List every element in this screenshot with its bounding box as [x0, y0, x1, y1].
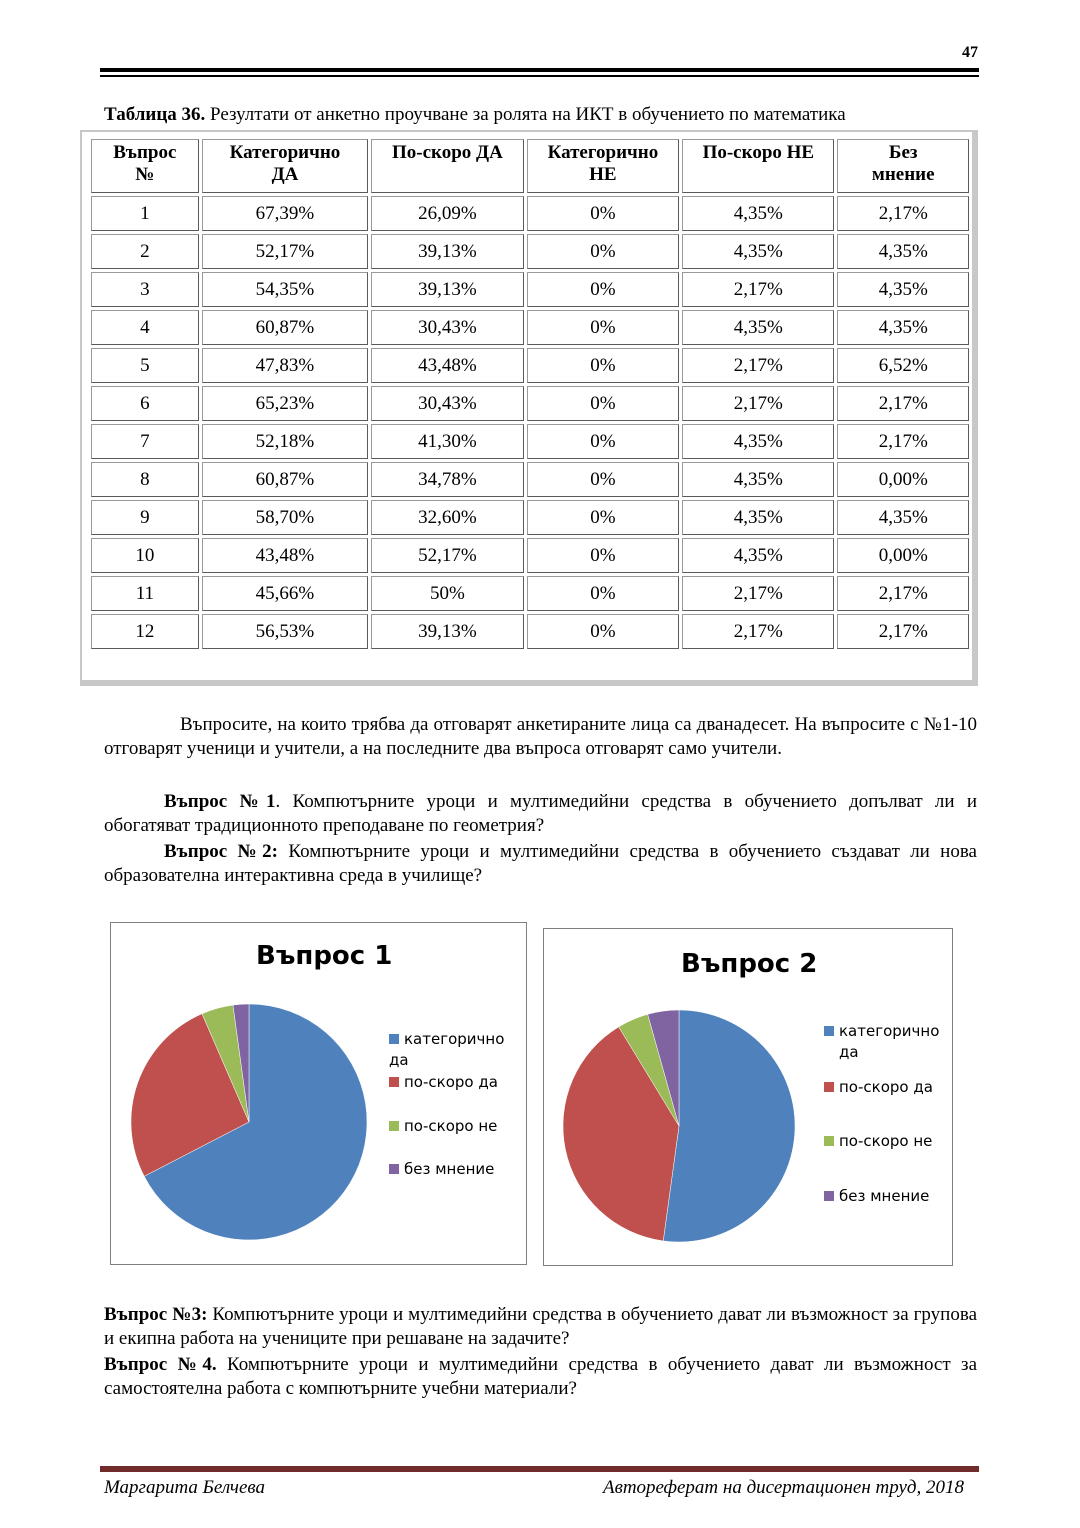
- table-row: [91, 500, 969, 535]
- chart-2-title: Въпрос 2: [681, 949, 818, 979]
- table-cell: 4,35%: [837, 310, 969, 345]
- table-cell: 4,35%: [682, 310, 834, 345]
- table-cell: 0%: [527, 272, 680, 307]
- legend-item: [824, 1186, 929, 1207]
- legend-label: без мнение: [839, 1187, 930, 1205]
- legend-item: [824, 1077, 933, 1098]
- table-cell: 4,35%: [682, 500, 834, 535]
- table-cell: 67,39%: [202, 196, 369, 231]
- header-rule-thin: [100, 75, 979, 77]
- legend-swatch: [824, 1191, 834, 1201]
- table-cell: 2,17%: [837, 196, 969, 231]
- table-cell: 2,17%: [682, 348, 834, 383]
- table-cell: 0%: [527, 196, 680, 231]
- table-cell: 45,66%: [202, 576, 369, 611]
- table-row: [91, 348, 969, 383]
- table-row: [91, 196, 969, 231]
- table-cell: 12: [91, 614, 199, 649]
- table-row: [91, 310, 969, 345]
- header-rule: [100, 68, 979, 72]
- table-cell: 3: [91, 272, 199, 307]
- table-cell: 2,17%: [682, 576, 834, 611]
- table-cell: 0%: [527, 462, 680, 497]
- table-cell: 1: [91, 196, 199, 231]
- question-2-label: Въпрос №2:: [164, 841, 279, 862]
- legend-item: [389, 1159, 494, 1180]
- table-cell: 4,35%: [837, 272, 969, 307]
- table-cell: 2,17%: [682, 272, 834, 307]
- table-cell: 34,78%: [371, 462, 523, 497]
- table-cell: 47,83%: [202, 348, 369, 383]
- table-cell: 41,30%: [371, 424, 523, 459]
- table-cell: 4,35%: [682, 538, 834, 573]
- question-3-paragraph: Въпрос №3: Компютърните уроци и мултимедийни средства в обучението дават ли възможност за групова и екипна работа на учениците при решаване на задачите?: [104, 1304, 978, 1349]
- table-cell: 60,87%: [202, 310, 369, 345]
- table-cell: 52,17%: [202, 234, 369, 269]
- table-row: [91, 424, 969, 459]
- chart-1-svg: [111, 923, 526, 1264]
- footer-author: Маргарита Белчева: [104, 1477, 265, 1498]
- question-2-paragraph: Въпрос №2: Компютърните уроци и мултимедийни средства в обучението създават ли нова образователна интерактивна среда в училище?: [104, 841, 977, 886]
- table-cell: 58,70%: [202, 500, 369, 535]
- table-cell: 0,00%: [837, 538, 969, 573]
- pie-chart-question-2: [543, 928, 953, 1266]
- table-row: [91, 272, 969, 307]
- table-cell: 0%: [527, 348, 680, 383]
- table-cell: 43,48%: [371, 348, 523, 383]
- table-cell: 0%: [527, 614, 680, 649]
- table-cell: 0%: [527, 576, 680, 611]
- footer-rule: [100, 1466, 979, 1472]
- table-caption-text: Резултати от анкетно проучване за ролята на ИКТ в обучението по математика: [205, 104, 846, 125]
- intro-paragraph: Въпросите, на които трябва да отговарят анкетираните лица са дванадесет. На въпросите с №1-10 отговарят ученици и учители, а на последните два въпроса отговарят само учители.: [104, 714, 977, 759]
- legend-label: по-скоро да: [839, 1078, 933, 1096]
- results-table-frame: [80, 130, 978, 686]
- legend-item: [824, 1021, 939, 1063]
- table-cell: 0%: [527, 234, 680, 269]
- table-cell: 6,52%: [837, 348, 969, 383]
- header-definitely-yes: Категорично ДА: [202, 139, 369, 193]
- page-number: 47: [962, 44, 978, 61]
- table-cell: 10: [91, 538, 199, 573]
- table-cell: 4,35%: [682, 424, 834, 459]
- table-cell: 6: [91, 386, 199, 421]
- legend-swatch: [389, 1164, 399, 1174]
- table-cell: 52,17%: [371, 538, 523, 573]
- table-row: [91, 538, 969, 573]
- question-3-label: Въпрос №3:: [104, 1304, 208, 1325]
- header-question: Въпрос №: [91, 139, 199, 193]
- question-4-label: Въпрос №4.: [104, 1354, 217, 1375]
- table-cell: 2,17%: [837, 614, 969, 649]
- table-cell: 0%: [527, 424, 680, 459]
- results-table: [88, 136, 972, 652]
- table-cell: 9: [91, 500, 199, 535]
- table-cell: 65,23%: [202, 386, 369, 421]
- table-cell: 30,43%: [371, 310, 523, 345]
- chart-1-title: Въпрос 1: [256, 941, 393, 971]
- pie-chart-question-1: [110, 922, 527, 1265]
- table-cell: 4: [91, 310, 199, 345]
- table-cell: 32,60%: [371, 500, 523, 535]
- header-definitely-no: Категорично НЕ: [527, 139, 680, 193]
- footer-work-title: Автореферат на дисертационен труд, 2018: [602, 1477, 964, 1498]
- table-row: [91, 386, 969, 421]
- table-cell: 2,17%: [837, 424, 969, 459]
- table-cell: 52,18%: [202, 424, 369, 459]
- table-cell: 39,13%: [371, 614, 523, 649]
- table-cell: 60,87%: [202, 462, 369, 497]
- legend-label: без мнение: [404, 1160, 495, 1178]
- header-no-opinion: Без мнение: [837, 139, 969, 193]
- legend-label: категорично да: [389, 1030, 505, 1069]
- legend-item: [389, 1029, 526, 1071]
- table-cell: 2,17%: [837, 576, 969, 611]
- table-cell: 39,13%: [371, 234, 523, 269]
- table-cell: 4,35%: [837, 234, 969, 269]
- table-cell: 30,43%: [371, 386, 523, 421]
- legend-label: категорично: [839, 1022, 940, 1040]
- table-cell: 2,17%: [682, 386, 834, 421]
- table-cell: 11: [91, 576, 199, 611]
- legend-swatch: [389, 1034, 399, 1044]
- table-row: [91, 234, 969, 269]
- legend-item: [389, 1072, 498, 1093]
- legend-label: по-скоро не: [404, 1117, 498, 1135]
- legend-swatch: [389, 1077, 399, 1087]
- table-cell: 4,35%: [837, 500, 969, 535]
- table-cell: 2,17%: [682, 614, 834, 649]
- legend-item: [389, 1116, 497, 1137]
- legend-item: [824, 1131, 932, 1152]
- pie-slice: [663, 1010, 795, 1242]
- table-cell: 0%: [527, 310, 680, 345]
- table-caption-label: Таблица 36.: [104, 104, 206, 125]
- table-cell: 0%: [527, 538, 680, 573]
- legend-swatch: [824, 1082, 834, 1092]
- table-cell: 2,17%: [837, 386, 969, 421]
- table-cell: 4,35%: [682, 462, 834, 497]
- table-cell: 50%: [371, 576, 523, 611]
- question-1-paragraph: Въпрос №1. Компютърните уроци и мултимедийни средства в обучението допълват ли и обогатяват традиционното преподаване по геометрия?: [104, 791, 977, 836]
- question-4-paragraph: Въпрос №4. Компютърните уроци и мултимедийни средства в обучението дават ли възможност за самостоятелна работа с компютърните учебни материали?: [104, 1354, 977, 1399]
- table-cell: 5: [91, 348, 199, 383]
- legend-swatch: [389, 1121, 399, 1131]
- table-cell: 8: [91, 462, 199, 497]
- table-row: [91, 462, 969, 497]
- table-row: [91, 614, 969, 649]
- table-header-row: [91, 139, 969, 193]
- table-row: [91, 576, 969, 611]
- table-cell: 0,00%: [837, 462, 969, 497]
- question-1-label: Въпрос №1: [164, 791, 276, 812]
- table-cell: 54,35%: [202, 272, 369, 307]
- table-cell: 39,13%: [371, 272, 523, 307]
- table-cell: 0%: [527, 386, 680, 421]
- legend-label: по-скоро не: [839, 1132, 933, 1150]
- table-cell: 56,53%: [202, 614, 369, 649]
- table-cell: 4,35%: [682, 234, 834, 269]
- legend-label: по-скоро да: [404, 1073, 498, 1091]
- table-cell: 0%: [527, 500, 680, 535]
- table-caption: [104, 104, 846, 126]
- table-cell: 4,35%: [682, 196, 834, 231]
- legend-label: да: [839, 1043, 859, 1061]
- legend-swatch: [824, 1136, 834, 1146]
- legend-swatch: [824, 1026, 834, 1036]
- table-cell: 2: [91, 234, 199, 269]
- table-cell: 26,09%: [371, 196, 523, 231]
- header-rather-yes: По-скоро ДА: [371, 139, 523, 193]
- table-cell: 7: [91, 424, 199, 459]
- header-rather-no: По-скоро НЕ: [682, 139, 834, 193]
- table-cell: 43,48%: [202, 538, 369, 573]
